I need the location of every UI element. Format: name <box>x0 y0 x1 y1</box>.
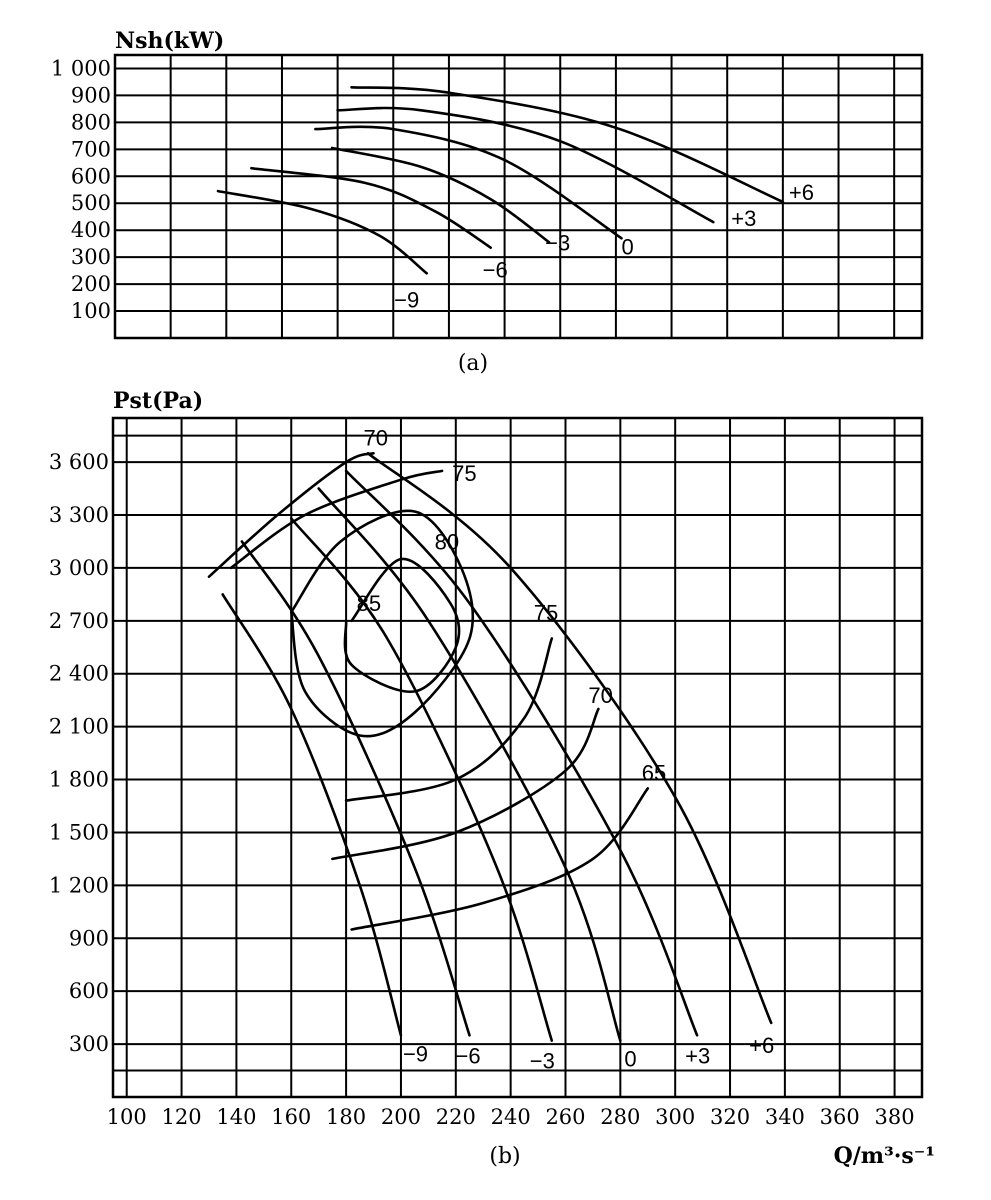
power-y-tick-label: 800 <box>70 110 111 135</box>
pressure-curve-label: +6 <box>749 1032 775 1058</box>
flow-x-tick-label: 240 <box>490 1105 531 1129</box>
pressure-curve--9 <box>223 594 401 1035</box>
flow-x-tick-label: 120 <box>161 1105 202 1129</box>
pressure-curve-label: 75 <box>533 600 559 626</box>
flow-x-tick-label: 380 <box>874 1105 915 1129</box>
pressure-y-tick-label: 1 500 <box>48 820 109 845</box>
flow-x-tick-label: 220 <box>435 1105 476 1129</box>
pressure-curve-0 <box>319 489 621 1041</box>
flow-x-tick-label: 320 <box>709 1105 751 1129</box>
pressure-curve-label: +3 <box>685 1043 711 1069</box>
pressure-chart-x-ticks <box>107 1105 915 1129</box>
pressure-chart-series <box>209 425 774 1073</box>
flow-x-tick-label: 200 <box>380 1105 421 1129</box>
pressure-curve-label: 70 <box>588 683 613 708</box>
flow-x-tick-label: 100 <box>106 1105 147 1129</box>
pressure-curve-eff-70-lower <box>332 709 598 859</box>
power-y-tick-label: 100 <box>70 299 111 324</box>
flow-x-tick-label: 260 <box>545 1105 586 1129</box>
pressure-y-tick-label: 3 600 <box>48 450 109 475</box>
power-curve-label: −9 <box>394 287 420 313</box>
power-y-tick-label: 900 <box>70 83 111 108</box>
pressure-curve-label: −9 <box>402 1041 429 1067</box>
pressure-curve-+3 <box>346 471 697 1035</box>
pressure-y-axis-label: Pst(Pa) <box>113 388 204 414</box>
flow-x-tick-label: 280 <box>600 1105 641 1129</box>
pressure-panel-label: (b) <box>489 1144 521 1169</box>
pressure-curve-label: 0 <box>624 1046 637 1072</box>
pressure-curve-eff-85 <box>345 559 459 692</box>
pressure-curve-eff-75-upper <box>231 471 442 568</box>
flow-x-tick-label: 360 <box>819 1105 860 1129</box>
pressure-curve-label: 70 <box>363 425 389 451</box>
power-y-tick-label: 700 <box>70 137 111 162</box>
pressure-chart-frame <box>113 418 922 1097</box>
pressure-curve-label: −6 <box>455 1043 481 1069</box>
pressure-chart-y-ticks <box>49 450 109 1056</box>
pressure-y-tick-label: 300 <box>68 1032 109 1057</box>
pressure-y-tick-label: 3 000 <box>48 555 109 580</box>
flow-x-tick-label: 180 <box>326 1105 367 1129</box>
pressure-y-tick-label: 3 300 <box>48 503 109 527</box>
pressure-y-tick-label: 1 800 <box>48 767 109 792</box>
pressure-y-tick-label: 900 <box>68 926 109 951</box>
pressure-curve-eff-65 <box>352 788 648 929</box>
power-curve-label: +6 <box>788 179 814 205</box>
pressure-y-tick-label: 600 <box>68 979 109 1004</box>
power-y-tick-label: 1 000 <box>50 56 111 81</box>
power-chart-panel <box>51 28 922 376</box>
flow-x-axis-label: Q/m³·s⁻¹ <box>833 1143 935 1169</box>
power-y-tick-label: 500 <box>70 191 111 216</box>
power-chart-y-ticks <box>51 56 111 323</box>
flow-x-tick-label: 140 <box>216 1105 257 1129</box>
power-curve-label: +3 <box>731 206 757 232</box>
pressure-chart-panel <box>49 388 935 1169</box>
power-y-tick-label: 200 <box>70 272 111 297</box>
power-panel-label: (a) <box>457 351 489 376</box>
flow-x-tick-label: 300 <box>655 1105 696 1129</box>
pressure-y-tick-label: 2 700 <box>48 608 109 633</box>
power-curve-label: −6 <box>482 257 508 283</box>
power-y-tick-label: 300 <box>70 245 111 270</box>
flow-x-tick-label: 160 <box>271 1105 312 1129</box>
pressure-curve-label: 80 <box>434 529 460 555</box>
pressure-curve-label: 85 <box>356 590 382 616</box>
power-y-axis-label: Nsh(kW) <box>115 28 225 54</box>
pressure-y-tick-label: 2 400 <box>48 661 109 686</box>
power-y-tick-label: 400 <box>70 218 111 243</box>
pressure-y-tick-label: 1 200 <box>48 873 109 898</box>
power-chart-series <box>218 87 814 312</box>
pressure-chart-grid <box>113 418 922 1097</box>
power-y-tick-label: 600 <box>70 164 111 189</box>
pressure-y-tick-label: 2 100 <box>48 714 109 739</box>
pressure-curve-label: 65 <box>641 760 667 786</box>
power-curve-label: 0 <box>621 234 634 260</box>
pressure-curve-label: 75 <box>452 460 477 486</box>
flow-x-tick-label: 340 <box>764 1105 805 1129</box>
power-curve-label: −3 <box>545 230 571 256</box>
pressure-curve-label: −3 <box>529 1048 555 1074</box>
